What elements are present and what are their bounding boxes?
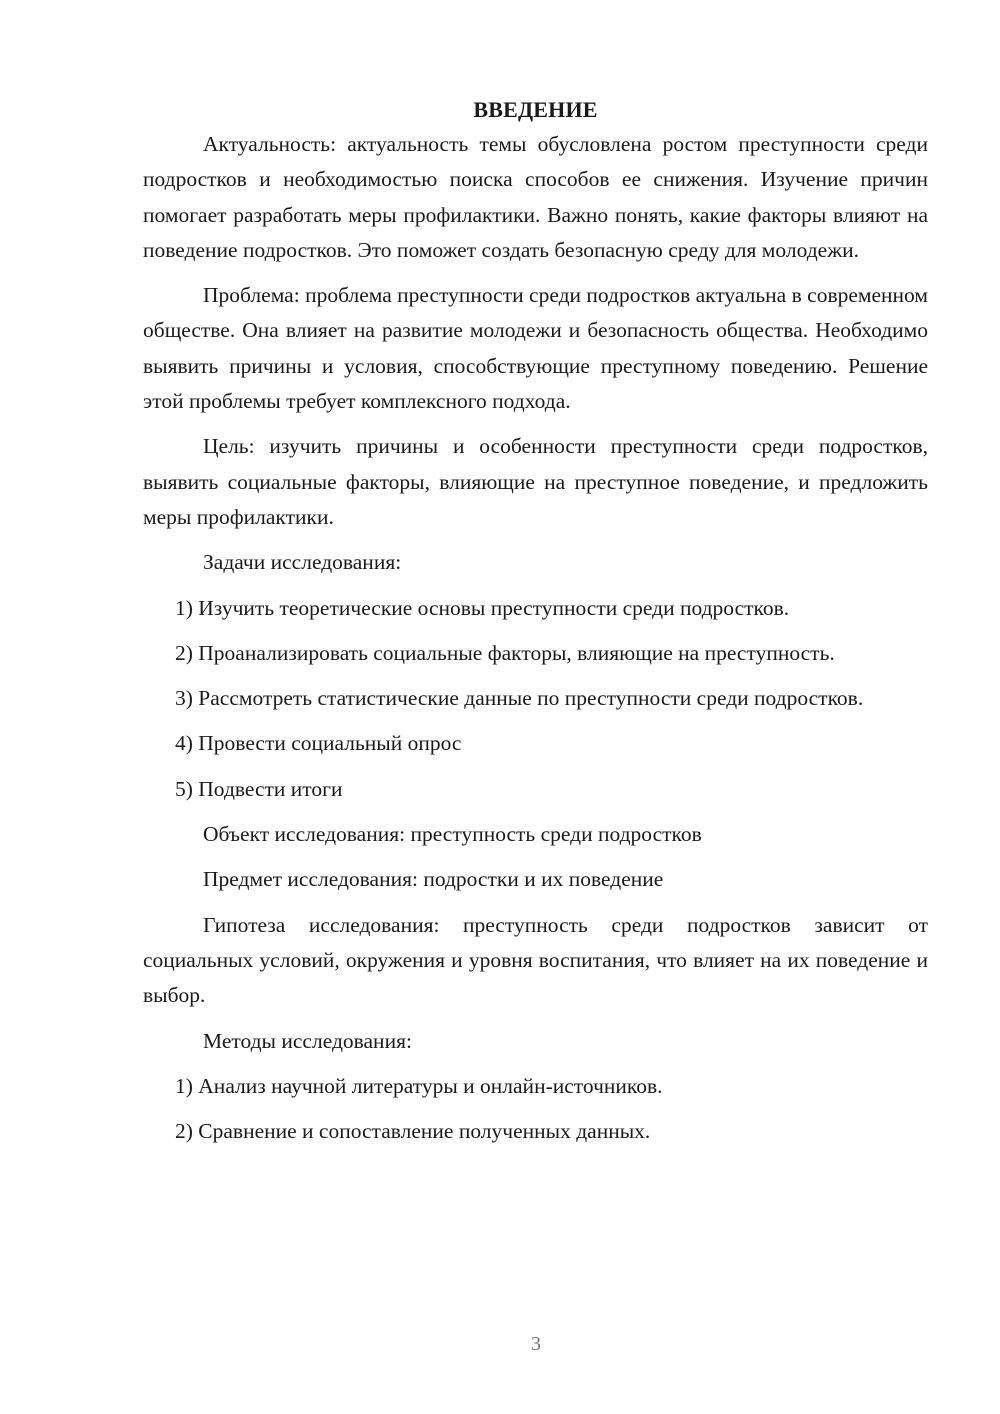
subject-paragraph: Предмет исследования: подростки и их поведение (203, 867, 664, 892)
method-item: 1) Анализ научной литературы и онлайн-источников. (175, 1073, 663, 1098)
relevance-paragraph: Актуальность: актуальность темы обусловлена ростом преступности среди подростков и необходимостью поиска способов ее снижения. Изучение причин помогает разработать меры профилактики. Важно понять, какие факторы влияют на поведение подростков. Это поможет создать безопасную среду для молодежи. (143, 132, 928, 262)
task-item: 5) Подвести итоги (175, 776, 343, 801)
task-item: 3) Рассмотреть статистические данные по преступности среди подростков. (175, 686, 864, 711)
task-item: 2) Проанализировать социальные факторы, влияющие на преступность. (175, 640, 835, 665)
task-item: 1) Изучить теоретические основы преступности среди подростков. (175, 595, 790, 620)
method-item: 2) Сравнение и сопоставление полученных данных. (175, 1119, 651, 1144)
hypothesis-paragraph: Гипотеза исследования: преступность среди подростков зависит от социальных условий, окружения и уровня воспитания, что влияет на их поведение и выбор. (143, 912, 928, 1008)
tasks-heading: Задачи исследования: (203, 550, 402, 575)
problem-paragraph: Проблема: проблема преступности среди подростков актуальна в современном обществе. Она влияет на развитие молодежи и безопасность общества. Необходимо выявить причины и условия, способствующие преступному поведению. Решение этой проблемы требует комплексного подхода. (143, 283, 928, 414)
object-paragraph: Объект исследования: преступность среди подростков (203, 822, 702, 847)
section-heading: ВВЕДЕНИЕ (473, 97, 598, 122)
page-number: 3 (531, 1333, 541, 1355)
methods-heading: Методы исследования: (203, 1028, 412, 1053)
goal-paragraph: Цель: изучить причины и особенности преступности среди подростков, выявить социальные факторы, влияющие на преступное поведение, и предложить меры профилактики. (143, 434, 928, 529)
task-item: 4) Провести социальный опрос (175, 731, 462, 756)
document-page (143, 92, 928, 1159)
